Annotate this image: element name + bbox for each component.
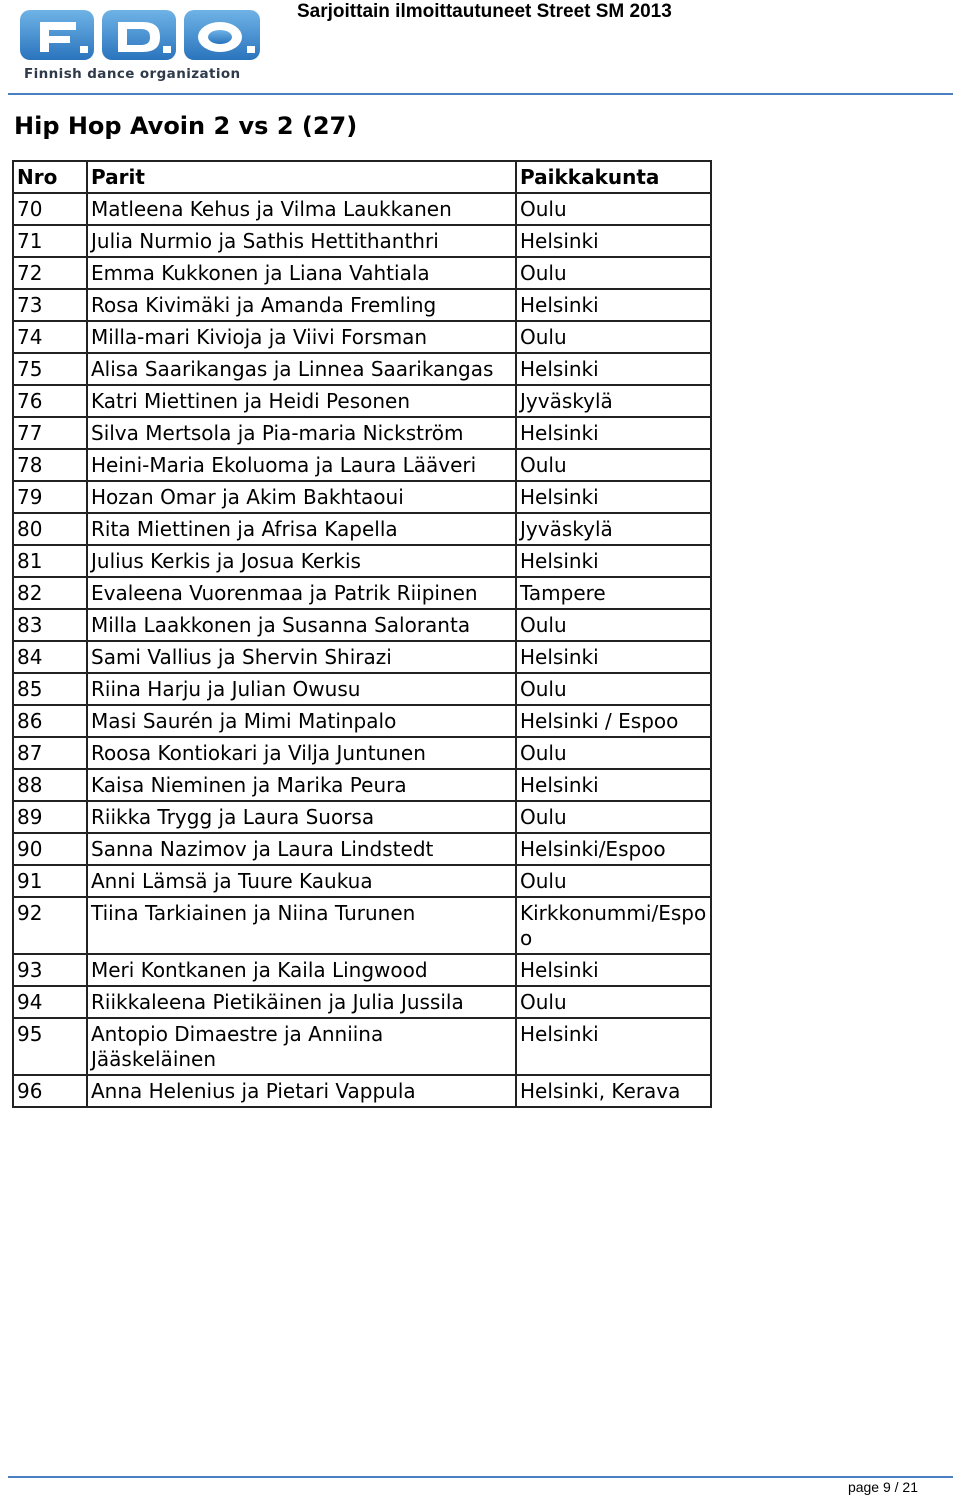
row-parit: Antopio Dimaestre ja Anniina Jääskeläinen bbox=[87, 1018, 516, 1075]
row-nro: 70 bbox=[13, 193, 87, 225]
page-header bbox=[0, 0, 960, 96]
row-nro: 79 bbox=[13, 481, 87, 513]
table-row bbox=[13, 257, 711, 289]
table-row bbox=[13, 737, 711, 769]
table-row bbox=[13, 353, 711, 385]
row-parit: Riikka Trygg ja Laura Suorsa bbox=[87, 801, 516, 833]
footer-divider bbox=[8, 1476, 953, 1478]
row-paikkakunta: Helsinki bbox=[516, 545, 711, 577]
row-paikkakunta: Oulu bbox=[516, 737, 711, 769]
table-row bbox=[13, 481, 711, 513]
row-nro: 72 bbox=[13, 257, 87, 289]
fdo-logo bbox=[18, 8, 263, 84]
row-paikkakunta: Oulu bbox=[516, 321, 711, 353]
row-paikkakunta: Oulu bbox=[516, 449, 711, 481]
row-nro: 84 bbox=[13, 641, 87, 673]
row-nro: 85 bbox=[13, 673, 87, 705]
table-row bbox=[13, 417, 711, 449]
row-parit: Silva Mertsola ja Pia-maria Nickström bbox=[87, 417, 516, 449]
row-nro: 78 bbox=[13, 449, 87, 481]
row-paikkakunta: Helsinki bbox=[516, 289, 711, 321]
row-nro: 92 bbox=[13, 897, 87, 954]
table-row bbox=[13, 705, 711, 737]
row-nro: 93 bbox=[13, 954, 87, 986]
row-paikkakunta: Helsinki bbox=[516, 954, 711, 986]
row-nro: 96 bbox=[13, 1075, 87, 1107]
table-row bbox=[13, 673, 711, 705]
table-row bbox=[13, 577, 711, 609]
table-row bbox=[13, 225, 711, 257]
header-parit: Parit bbox=[87, 161, 516, 193]
row-paikkakunta: Jyväskylä bbox=[516, 513, 711, 545]
page-number: page 9 / 21 bbox=[847, 1479, 918, 1495]
row-parit: Tiina Tarkiainen ja Niina Turunen bbox=[87, 897, 516, 954]
row-nro: 80 bbox=[13, 513, 87, 545]
table-row bbox=[13, 609, 711, 641]
table-row bbox=[13, 897, 711, 954]
logo-subtitle: Finnish dance organization bbox=[24, 66, 241, 82]
row-nro: 74 bbox=[13, 321, 87, 353]
row-paikkakunta: Tampere bbox=[516, 577, 711, 609]
row-parit: Rita Miettinen ja Afrisa Kapella bbox=[87, 513, 516, 545]
row-parit: Anna Helenius ja Pietari Vappula bbox=[87, 1075, 516, 1107]
row-nro: 91 bbox=[13, 865, 87, 897]
table-row bbox=[13, 801, 711, 833]
table-row bbox=[13, 1018, 711, 1075]
row-parit: Julia Nurmio ja Sathis Hettithanthri bbox=[87, 225, 516, 257]
table-row bbox=[13, 385, 711, 417]
row-nro: 71 bbox=[13, 225, 87, 257]
row-paikkakunta: Oulu bbox=[516, 257, 711, 289]
row-paikkakunta: Helsinki, Kerava bbox=[516, 1075, 711, 1107]
row-paikkakunta: Helsinki/Espoo bbox=[516, 833, 711, 865]
table-row bbox=[13, 833, 711, 865]
row-nro: 81 bbox=[13, 545, 87, 577]
row-paikkakunta: Helsinki bbox=[516, 417, 711, 449]
row-parit: Anni Lämsä ja Tuure Kaukua bbox=[87, 865, 516, 897]
table-body bbox=[13, 193, 711, 1107]
row-parit: Evaleena Vuorenmaa ja Patrik Riipinen bbox=[87, 577, 516, 609]
row-parit: Julius Kerkis ja Josua Kerkis bbox=[87, 545, 516, 577]
table-row bbox=[13, 193, 711, 225]
table-header-row bbox=[13, 161, 711, 193]
row-paikkakunta: Helsinki bbox=[516, 353, 711, 385]
row-parit: Masi Saurén ja Mimi Matinpalo bbox=[87, 705, 516, 737]
table-row bbox=[13, 769, 711, 801]
row-paikkakunta: Oulu bbox=[516, 986, 711, 1018]
row-nro: 73 bbox=[13, 289, 87, 321]
row-parit: Riina Harju ja Julian Owusu bbox=[87, 673, 516, 705]
row-parit: Meri Kontkanen ja Kaila Lingwood bbox=[87, 954, 516, 986]
row-paikkakunta: Helsinki bbox=[516, 1018, 711, 1075]
row-paikkakunta: Oulu bbox=[516, 609, 711, 641]
row-nro: 86 bbox=[13, 705, 87, 737]
row-parit: Riikkaleena Pietikäinen ja Julia Jussila bbox=[87, 986, 516, 1018]
row-parit: Kaisa Nieminen ja Marika Peura bbox=[87, 769, 516, 801]
table-row bbox=[13, 545, 711, 577]
table-row bbox=[13, 641, 711, 673]
row-parit: Heini-Maria Ekoluoma ja Laura Lääveri bbox=[87, 449, 516, 481]
table-row bbox=[13, 289, 711, 321]
row-nro: 88 bbox=[13, 769, 87, 801]
row-parit: Milla Laakkonen ja Susanna Saloranta bbox=[87, 609, 516, 641]
entries-table bbox=[12, 160, 712, 1108]
row-nro: 76 bbox=[13, 385, 87, 417]
row-nro: 75 bbox=[13, 353, 87, 385]
row-paikkakunta: Helsinki bbox=[516, 481, 711, 513]
table-row bbox=[13, 449, 711, 481]
row-paikkakunta: Oulu bbox=[516, 801, 711, 833]
row-nro: 89 bbox=[13, 801, 87, 833]
row-paikkakunta: Oulu bbox=[516, 673, 711, 705]
row-parit: Sanna Nazimov ja Laura Lindstedt bbox=[87, 833, 516, 865]
table-row bbox=[13, 321, 711, 353]
row-parit: Rosa Kivimäki ja Amanda Fremling bbox=[87, 289, 516, 321]
row-nro: 87 bbox=[13, 737, 87, 769]
row-parit: Alisa Saarikangas ja Linnea Saarikangas bbox=[87, 353, 516, 385]
header-nro: Nro bbox=[13, 161, 87, 193]
table-row bbox=[13, 865, 711, 897]
table-row bbox=[13, 986, 711, 1018]
row-paikkakunta: Oulu bbox=[516, 193, 711, 225]
row-parit: Emma Kukkonen ja Liana Vahtiala bbox=[87, 257, 516, 289]
header-divider bbox=[8, 93, 953, 95]
row-paikkakunta: Jyväskylä bbox=[516, 385, 711, 417]
table-row bbox=[13, 513, 711, 545]
row-parit: Milla-mari Kivioja ja Viivi Forsman bbox=[87, 321, 516, 353]
document-title: Sarjoittain ilmoittautuneet Street SM 2013 bbox=[297, 1, 672, 22]
row-nro: 94 bbox=[13, 986, 87, 1018]
row-parit: Roosa Kontiokari ja Vilja Juntunen bbox=[87, 737, 516, 769]
section-title: Hip Hop Avoin 2 vs 2 (27) bbox=[14, 112, 358, 140]
row-parit: Katri Miettinen ja Heidi Pesonen bbox=[87, 385, 516, 417]
row-nro: 77 bbox=[13, 417, 87, 449]
table-row bbox=[13, 954, 711, 986]
row-nro: 83 bbox=[13, 609, 87, 641]
row-parit: Hozan Omar ja Akim Bakhtaoui bbox=[87, 481, 516, 513]
table-row bbox=[13, 1075, 711, 1107]
row-nro: 95 bbox=[13, 1018, 87, 1075]
row-paikkakunta: Oulu bbox=[516, 865, 711, 897]
row-nro: 90 bbox=[13, 833, 87, 865]
row-parit: Matleena Kehus ja Vilma Laukkanen bbox=[87, 193, 516, 225]
row-paikkakunta: Helsinki bbox=[516, 225, 711, 257]
row-nro: 82 bbox=[13, 577, 87, 609]
row-parit: Sami Vallius ja Shervin Shirazi bbox=[87, 641, 516, 673]
row-paikkakunta: Helsinki bbox=[516, 769, 711, 801]
row-paikkakunta: Kirkkonummi/Espoo bbox=[516, 897, 711, 954]
row-paikkakunta: Helsinki / Espoo bbox=[516, 705, 711, 737]
header-paikkakunta: Paikkakunta bbox=[516, 161, 711, 193]
row-paikkakunta: Helsinki bbox=[516, 641, 711, 673]
